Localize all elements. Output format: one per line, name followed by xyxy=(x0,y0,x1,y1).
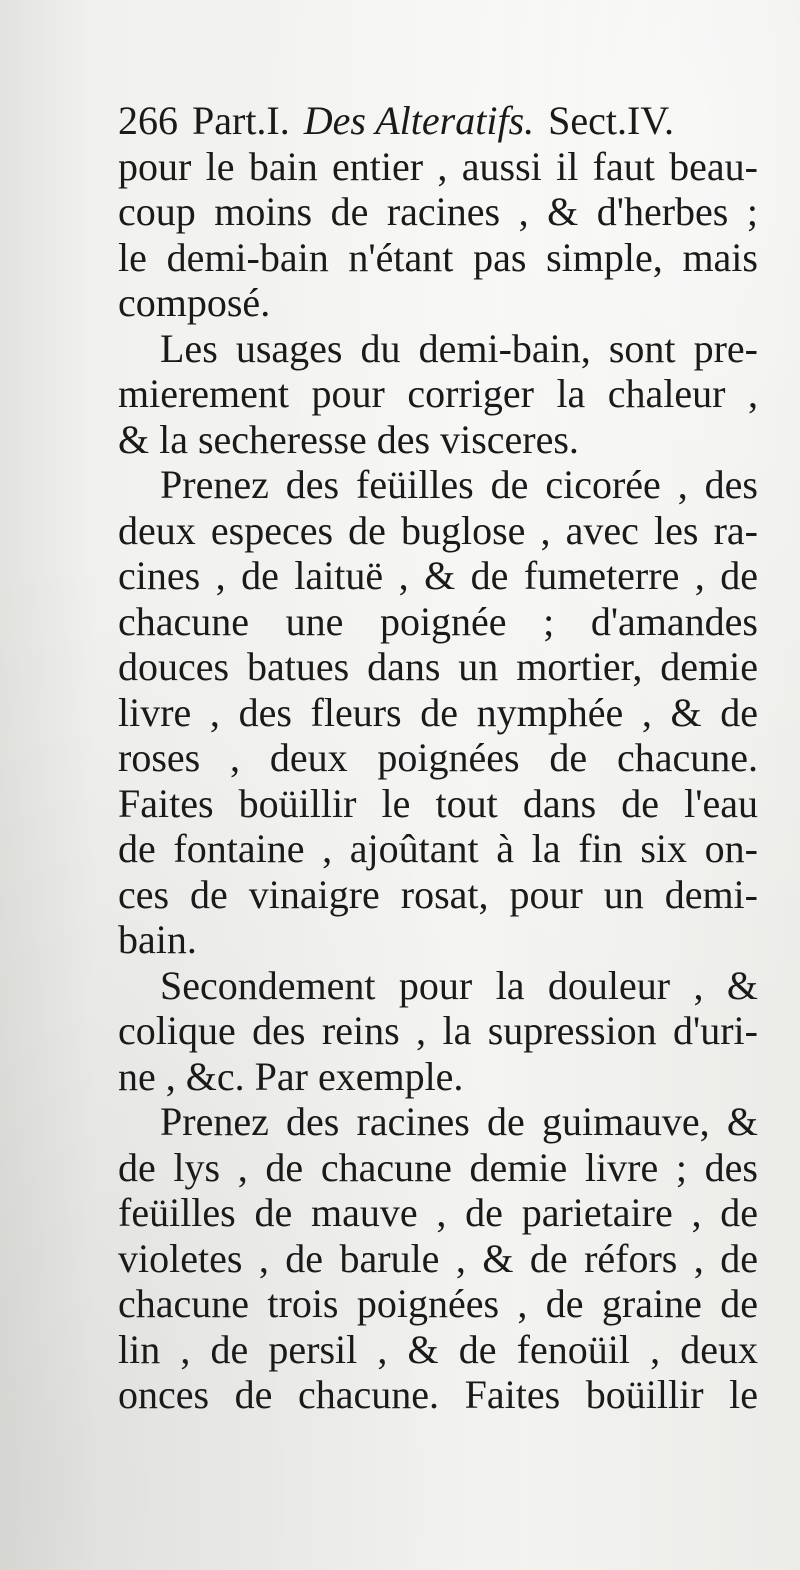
text-line: le demi-bain n'étant pas simple, mais xyxy=(118,234,758,280)
text-line: composé. xyxy=(118,280,271,325)
part-label: Part.I. xyxy=(192,98,290,143)
text-line: ne , &c. Par exemple. xyxy=(118,1053,464,1099)
text-line: chacune trois poignées , de graine de xyxy=(118,1281,758,1326)
section-label: Sect.IV. xyxy=(548,98,675,143)
text-line: colique des reins , la supression d'uri- xyxy=(118,1008,758,1053)
text-line: bain. xyxy=(118,917,197,962)
text-line: douces batues dans un mortier, demie xyxy=(118,644,758,689)
text-line: Faites boüillir le tout dans de l'eau xyxy=(118,780,758,826)
text-line: roses , deux poignées de chacune. xyxy=(118,735,758,780)
text-line: Les usages du demi-bain, sont pre- xyxy=(160,325,758,371)
body-text xyxy=(118,144,758,1418)
text-line: Prenez des feüilles de cicorée , des xyxy=(160,462,758,507)
text-line: mierement pour corriger la chaleur , xyxy=(118,371,758,416)
page-number: 266 xyxy=(118,98,178,143)
text-line: cines , de laituë , & de fumeterre , de xyxy=(118,553,758,598)
text-line: ces de vinaigre rosat, pour un demi- xyxy=(118,871,758,917)
text-line: & la secheresse des visceres. xyxy=(118,416,579,462)
text-line: onces de chacune. Faites boüillir le xyxy=(118,1372,758,1417)
text-line: coup moins de racines , & d'herbes ; xyxy=(118,189,758,234)
text-line: pour le bain entier , aussi il faut beau- xyxy=(118,143,758,189)
text-line: Secondement pour la douleur , & xyxy=(160,962,758,1008)
page-text xyxy=(118,98,758,1418)
text-line: de fontaine , ajoûtant à la fin six on- xyxy=(118,826,758,871)
text-line: Prenez des racines de guimauve, & xyxy=(160,1099,758,1144)
running-header xyxy=(118,98,758,144)
text-line: chacune une poignée ; d'amandes xyxy=(118,598,758,644)
text-line: deux especes de buglose , avec les ra- xyxy=(118,507,758,553)
text-line: lin , de persil , & de fenoüil , deux xyxy=(118,1326,758,1372)
text-line: de lys , de chacune demie livre ; des xyxy=(118,1144,758,1190)
text-line: feüilles de mauve , de parietaire , de xyxy=(118,1190,758,1235)
text-line: violetes , de barule , & de réfors , de xyxy=(118,1235,758,1281)
text-line: livre , des fleurs de nymphée , & de xyxy=(118,689,758,735)
chapter-title: Des Alteratifs. xyxy=(303,98,535,143)
